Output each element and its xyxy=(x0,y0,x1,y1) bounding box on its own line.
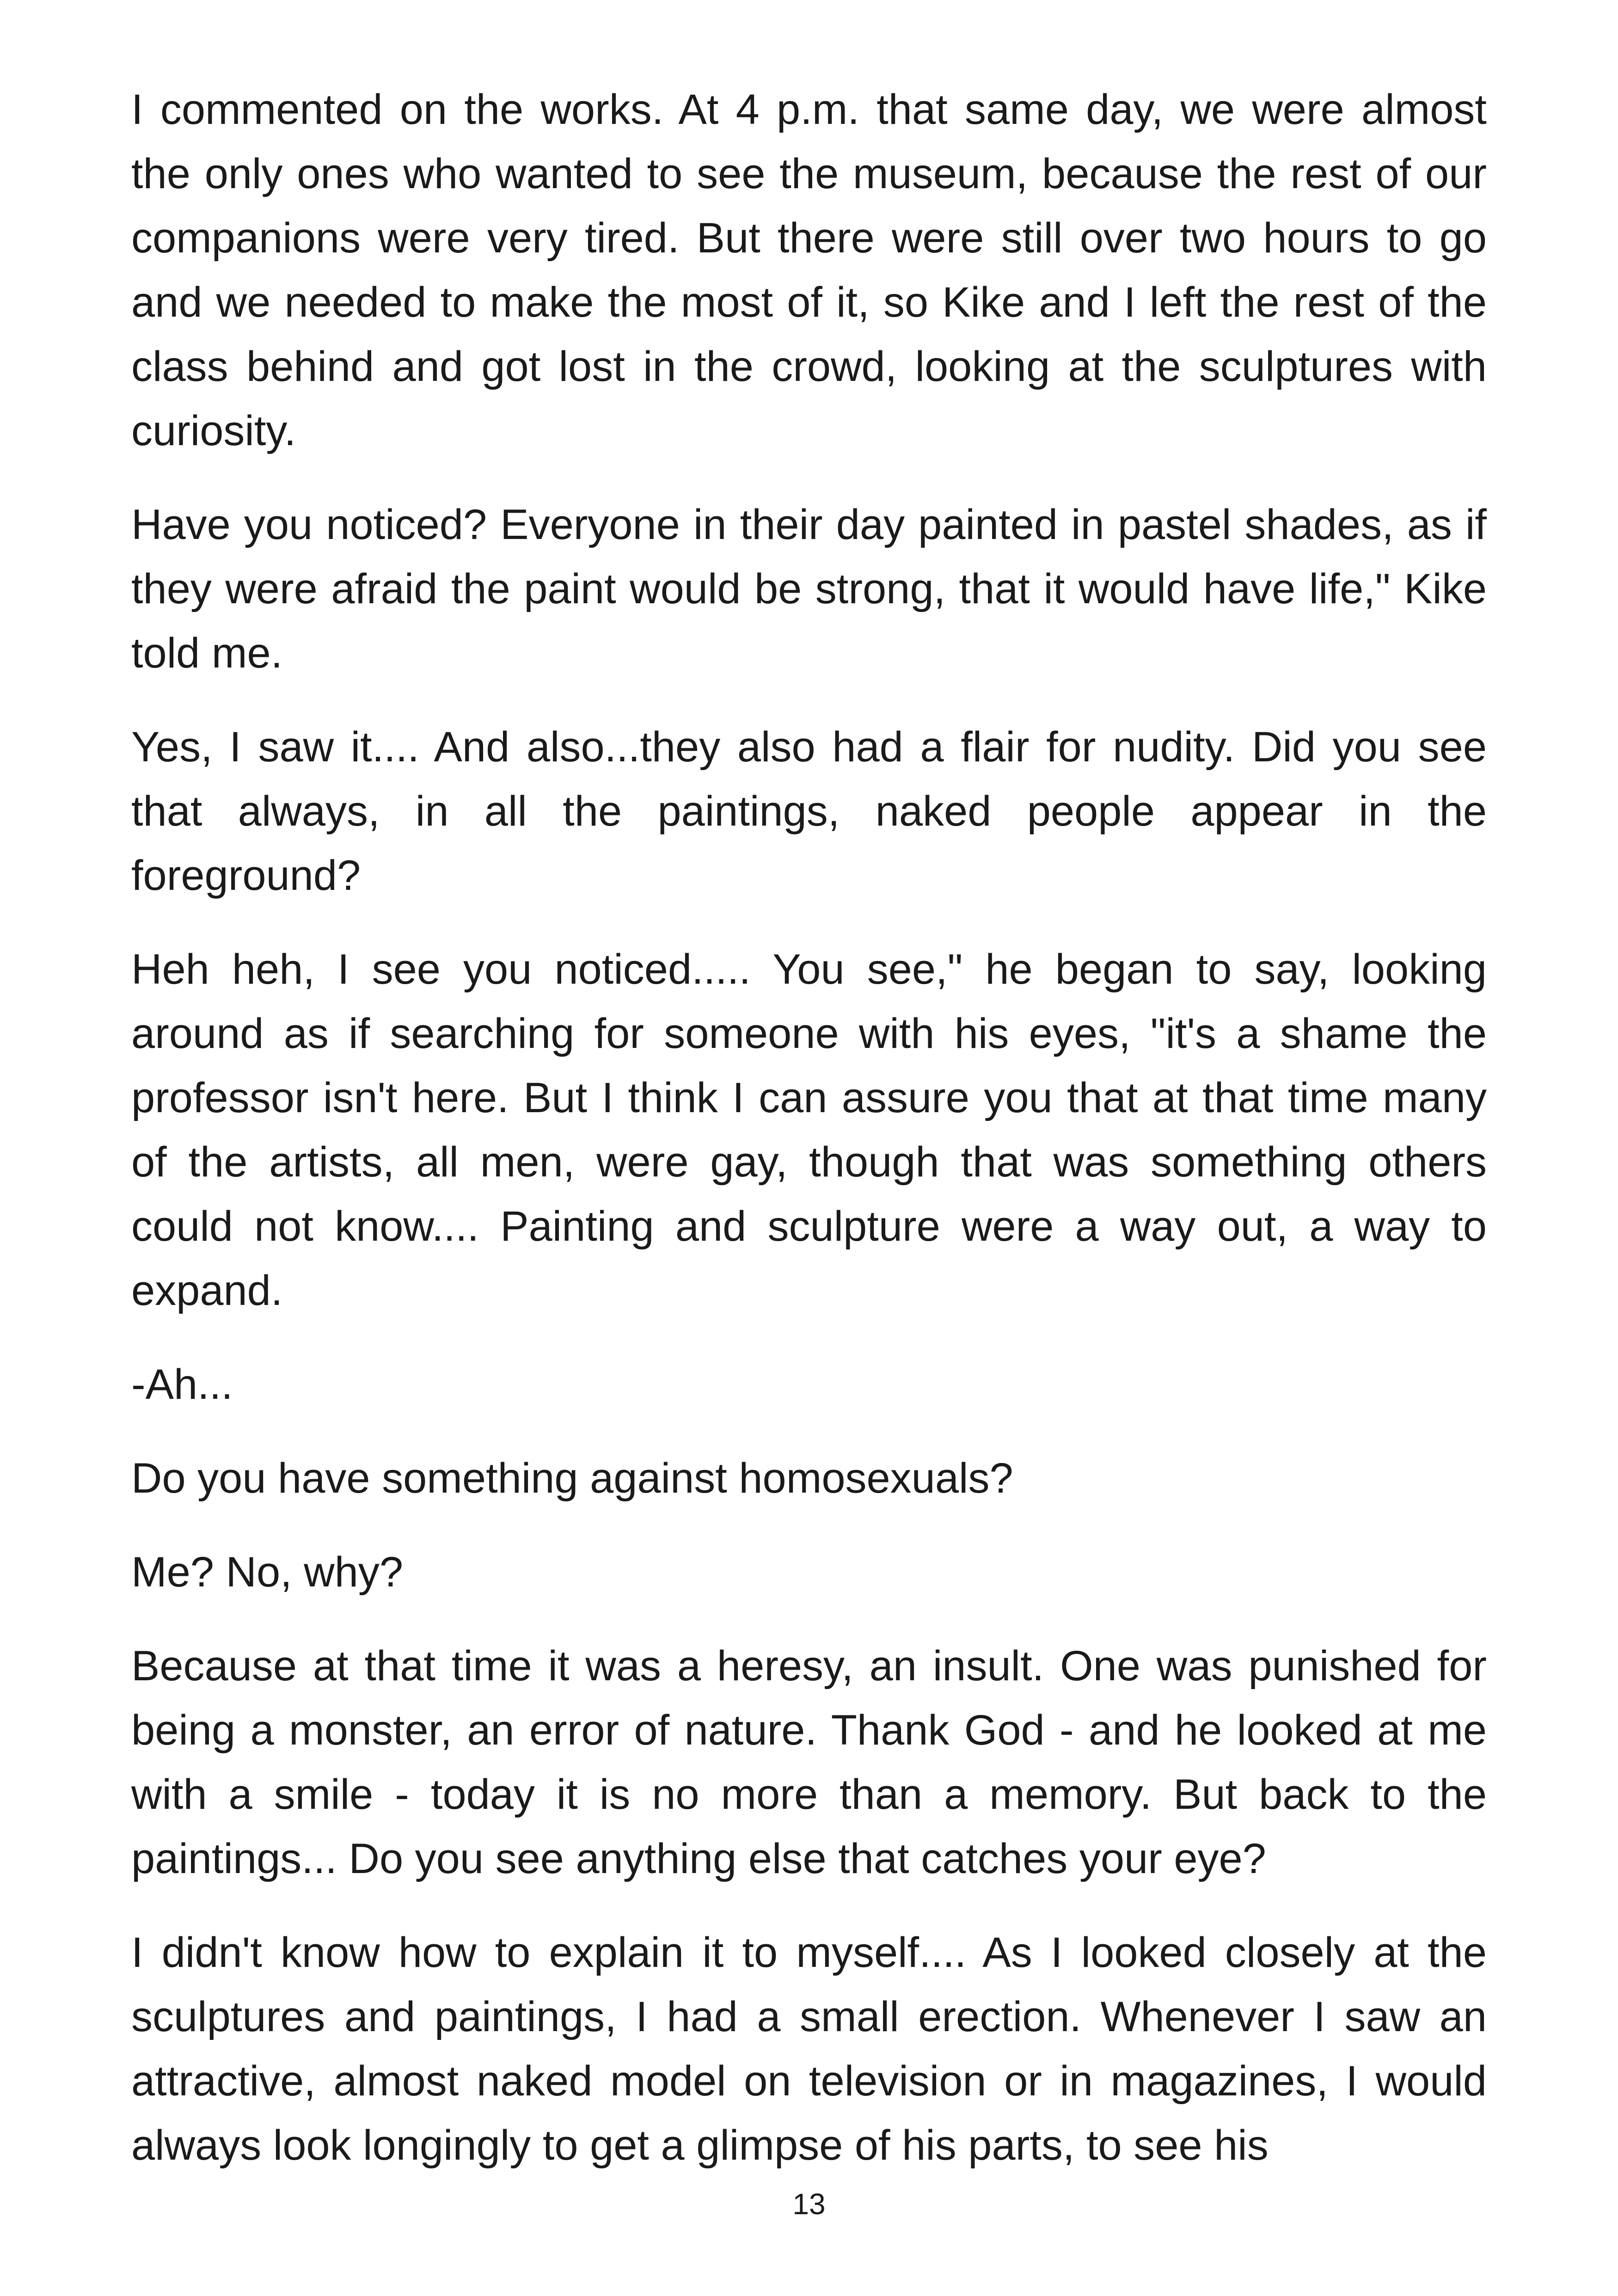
paragraph: I didn't know how to explain it to myself.... As I looked closely at the sculptures and paintings, I had a small erection. Whenever I saw an attractive, almost naked model on television or in magazines, I would always look longingly to get a glimpse of his parts, to see his xyxy=(131,1929,1487,2169)
paragraph: -Ah... xyxy=(131,1361,233,1408)
paragraph: I commented on the works. At 4 p.m. that same day, we were almost the only ones who wanted to see the museum, because the rest of our companions were very tired. But there were still over two hours to go and we needed to make the most of it, so Kike and I left the rest of the class behind and got lost in the crowd, looking at the sculptures with curiosity. xyxy=(131,86,1487,454)
paragraph: Do you have something against homosexuals? xyxy=(131,1455,1013,1502)
page-number: 13 xyxy=(792,2187,826,2221)
paragraph: Heh heh, I see you noticed..... You see," he began to say, looking around as if searching for someone with his eyes, "it's a shame the professor isn't here. But I think I can assure you that at that time many of the artists, all men, were gay, though that was something others could not know.... Painting and sculpture were a way out, a way to expand. xyxy=(131,946,1487,1314)
body-text xyxy=(131,78,1487,2207)
paragraph: Have you noticed? Everyone in their day painted in pastel shades, as if they were afraid the paint would be strong, that it would have life," Kike told me. xyxy=(131,501,1487,677)
paragraph: Me? No, why? xyxy=(131,1549,404,1596)
paragraph: Yes, I saw it.... And also...they also had a flair for nudity. Did you see that always, in all the paintings, naked people appear in the foreground? xyxy=(131,723,1487,899)
paragraph: Because at that time it was a heresy, an insult. One was punished for being a monster, an error of nature. Thank God - and he looked at me with a smile - today it is no more than a memory. But back to the paintings... Do you see anything else that catches your eye? xyxy=(131,1642,1487,1882)
